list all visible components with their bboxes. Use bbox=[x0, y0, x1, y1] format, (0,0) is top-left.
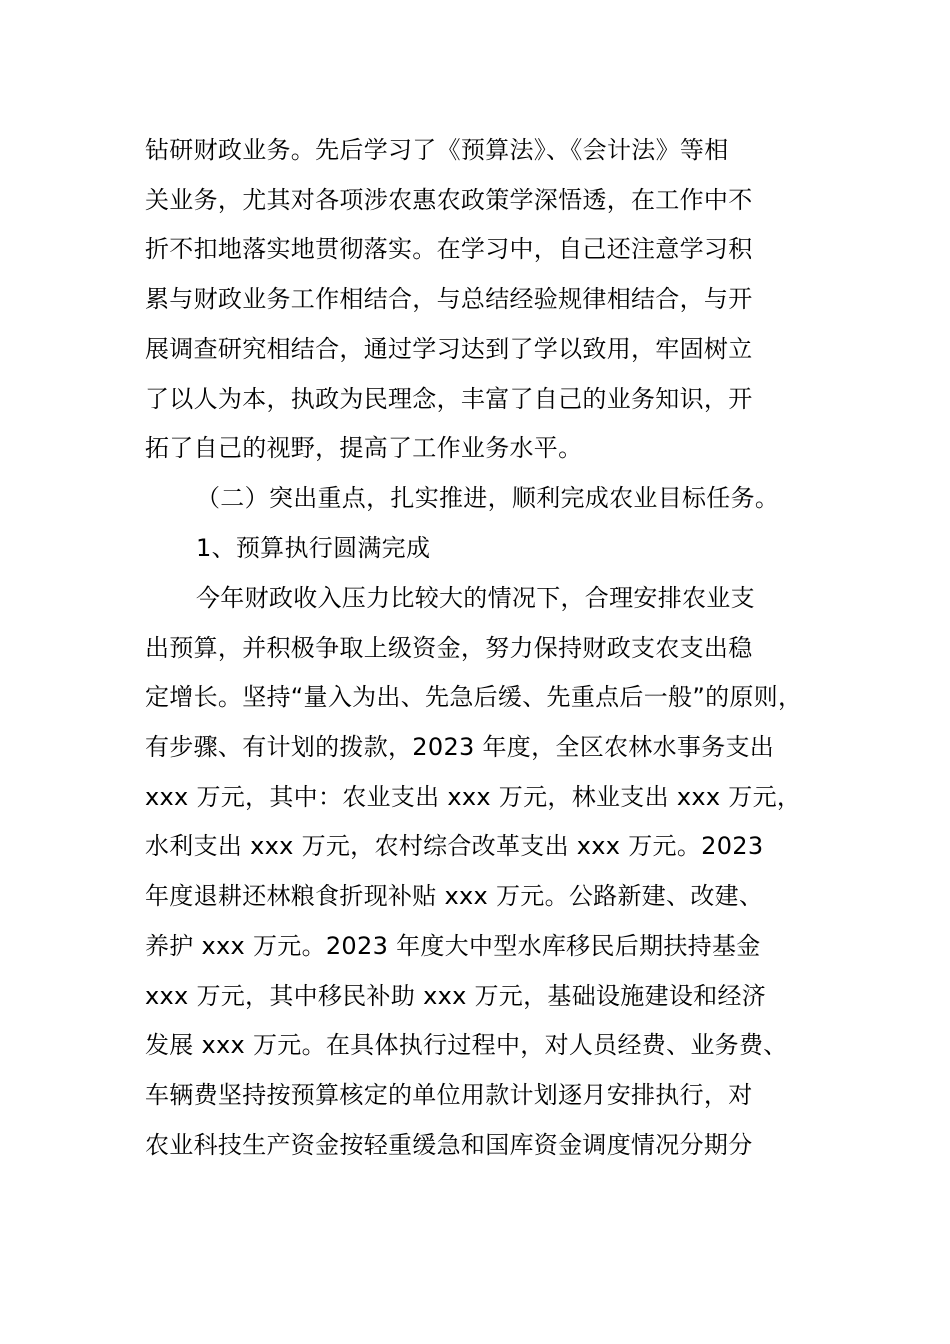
subsection-heading: 1、预算执行圆满完成 bbox=[196, 534, 431, 562]
text-line: xxx 万元，其中移民补助 xxx 万元，基础设施建设和经济 bbox=[145, 982, 767, 1010]
text-line: 钻研财政业务。先后学习了《预算法》、《会计法》等相 bbox=[145, 136, 729, 164]
text-line: 累与财政业务工作相结合，与总结经验规律相结合，与开 bbox=[145, 285, 753, 313]
text-line: 出预算，并积极争取上级资金，努力保持财政支农支出稳 bbox=[145, 634, 753, 662]
text-line: 农业科技生产资金按轻重缓急和国库资金调度情况分期分 bbox=[145, 1131, 753, 1159]
section-heading: （二）突出重点，扎实推进，顺利完成农业目标任务。 bbox=[196, 484, 780, 512]
text-line: 今年财政收入压力比较大的情况下，合理安排农业支 bbox=[196, 584, 755, 612]
text-line: 定增长。坚持“量入为出、先急后缓、先重点后一般”的原则， bbox=[145, 683, 803, 711]
text-line: 年度退耕还林粮食折现补贴 xxx 万元。公路新建、改建、 bbox=[145, 882, 764, 910]
text-line: 了以人为本，执政为民理念，丰富了自己的业务知识，开 bbox=[145, 385, 753, 413]
text-line: 折不扣地落实地贯彻落实。在学习中，自己还注意学习积 bbox=[145, 235, 753, 263]
text-line: 关业务，尤其对各项涉农惠农政策学深悟透，在工作中不 bbox=[145, 186, 753, 214]
text-line: 拓了自己的视野，提高了工作业务水平。 bbox=[145, 434, 583, 462]
text-line: xxx 万元，其中：农业支出 xxx 万元，林业支出 xxx 万元， bbox=[145, 783, 802, 811]
text-line: 养护 xxx 万元。2023 年度大中型水库移民后期扶持基金 bbox=[145, 932, 761, 960]
text-line: 水利支出 xxx 万元，农村综合改革支出 xxx 万元。2023 bbox=[145, 832, 764, 860]
text-line: 展调查研究相结合，通过学习达到了学以致用，牢固树立 bbox=[145, 335, 753, 363]
text-line: 发展 xxx 万元。在具体执行过程中，对人员经费、业务费、 bbox=[145, 1031, 788, 1059]
text-line: 有步骤、有计划的拨款，2023 年度，全区农林水事务支出 bbox=[145, 733, 775, 761]
text-line: 车辆费坚持按预算核定的单位用款计划逐月安排执行，对 bbox=[145, 1081, 753, 1109]
